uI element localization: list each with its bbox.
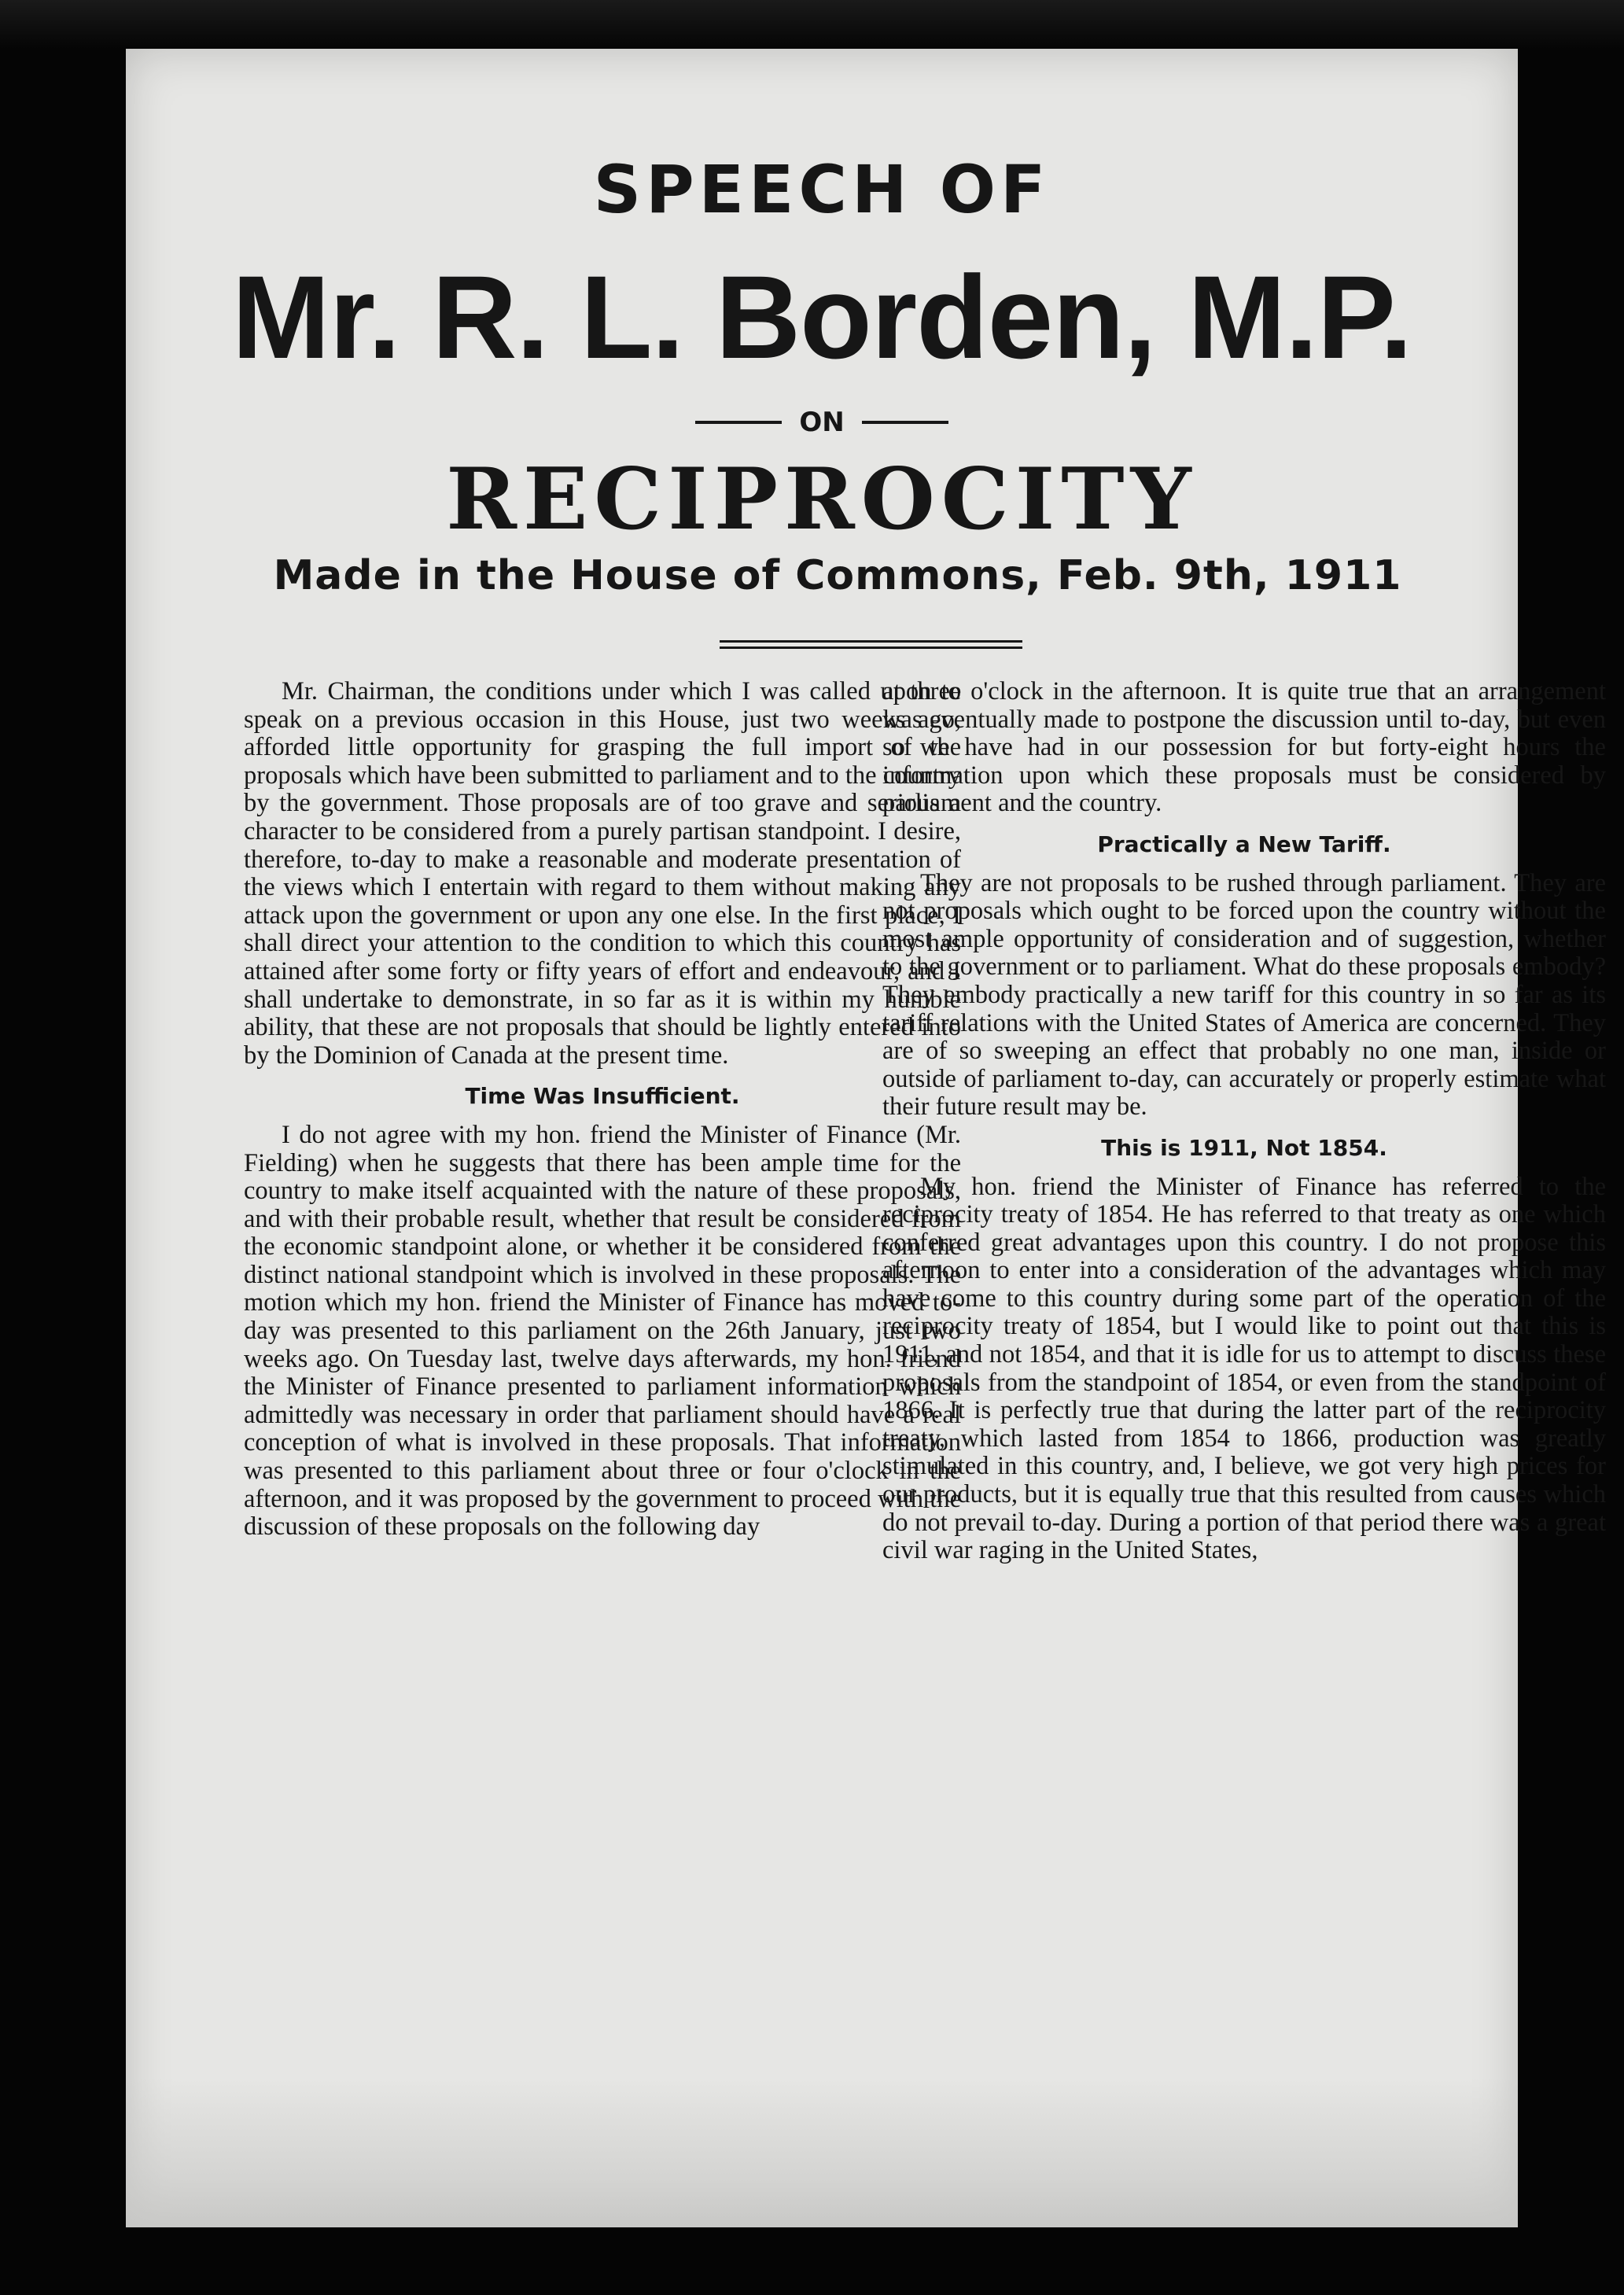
paragraph: My hon. friend the Minister of Finance has referred to the reciprocity treaty of 1854. He has referred to that treaty as one which conferred great advantages upon this country. I do not propose this afternoon to enter into a consideration of the advantages which may have come to this country during some part of the operation of the reciprocity treaty of 1854, but I would like to point out that this is 1911, and not 1854, and that it is idle for us to attempt to discuss these proposals from the standpoint of 1854, or even from the standpoint of 1866. It is perfectly true that during the latter part of the reciprocity treaty, which lasted from 1854 to 1866, production was greatly stimulated in this country, and, I believe, we got very high prices for our products, but it is equally true that this resulted from causes which do not prevail to-day. During a portion of that period there was a great civil war raging in the United States,	[882, 1172, 1606, 1565]
right-column	[882, 678, 1606, 1565]
scan-border	[0, 0, 1624, 49]
header-speaker-name: Mr. R. L. Borden, M.P.	[231, 251, 1412, 383]
rule-right	[862, 421, 948, 424]
header-topic: RECIPROCITY	[446, 450, 1198, 549]
header-made-in: Made in the House of Commons, Feb. 9th, 1911	[273, 552, 1402, 599]
header-on: ON	[799, 407, 845, 438]
header-speech-of: SPEECH OF	[593, 151, 1051, 228]
document-page	[126, 49, 1606, 2227]
paragraph: I do not agree with my hon. friend the Minister of Finance (Mr. Fielding) when he suggests that there has been ample time for the country to make itself acquainted with the nature of these proposals, and with their probable result, whether that result be considered from the economic standpoint alone, or whether it be considered from the distinct national standpoint which is involved in these proposals. The motion which my hon. friend the Minister of Finance has moved to-day was presented to this parliament on the 26th January, just two weeks ago. On Tuesday last, twelve days afterwards, my hon. friend the Minister of Finance presented to parliament information which admittedly was necessary in order that parliament should have a real conception of what is involved in these proposals. That information was presented to this parliament about three or four o'clock in the afternoon, and it was proposed by the government to proceed with the discussion of these proposals on the following day	[244, 1120, 961, 1542]
section-heading: Practically a New Tariff.	[1097, 831, 1391, 857]
left-column	[244, 678, 961, 1542]
rule-left	[695, 421, 782, 424]
header-on-divider	[126, 407, 1518, 454]
paragraph: at three o'clock in the afternoon. It is quite true that an arrangement was eventually made to postpone the discussion until to-day, but even so we have had in our possession for but forty-eight hours the information upon which these proposals must be considered by parliament and the country.	[882, 677, 1606, 818]
page-bottom-wear	[126, 2078, 1518, 2227]
paragraph: They are not proposals to be rushed through parliament. They are not proposals which ought to be forced upon the country without the most ample opportunity of consideration and of suggestion, whether to the government or to parliament. What do these proposals embody? They embody practically a new tariff for this country in so far as its tariff relations with the United States of America are concerned. They are of so sweeping an effect that probably no one man, inside or outside of parliament to-day, can accurately or properly estimate what their future result may be.	[882, 868, 1606, 1122]
header-double-rule	[720, 640, 1022, 650]
section-heading: Time Was Insufficient.	[465, 1083, 740, 1110]
paragraph: Mr. Chairman, the conditions under which I was called upon to speak on a previous occasion in this House, just two weeks ago, afforded little opportunity for grasping the full import of the proposals which have been submitted to parliament and to the country by the government. Those proposals are of too grave and serious a character to be considered from a purely partisan standpoint. I desire, therefore, to-day to make a reasonable and moderate presentation of the views which I entertain with regard to them without making any attack upon the government or upon any one else. In the first place, I shall direct your attention to the condition to which this country has attained after some forty or fifty years of effort and endeavour, and I shall undertake to demonstrate, in so far as it is within my humble ability, that these are not proposals that should be lightly entered into by the Dominion of Canada at the present time.	[244, 677, 961, 1070]
section-heading: This is 1911, Not 1854.	[1101, 1134, 1387, 1161]
